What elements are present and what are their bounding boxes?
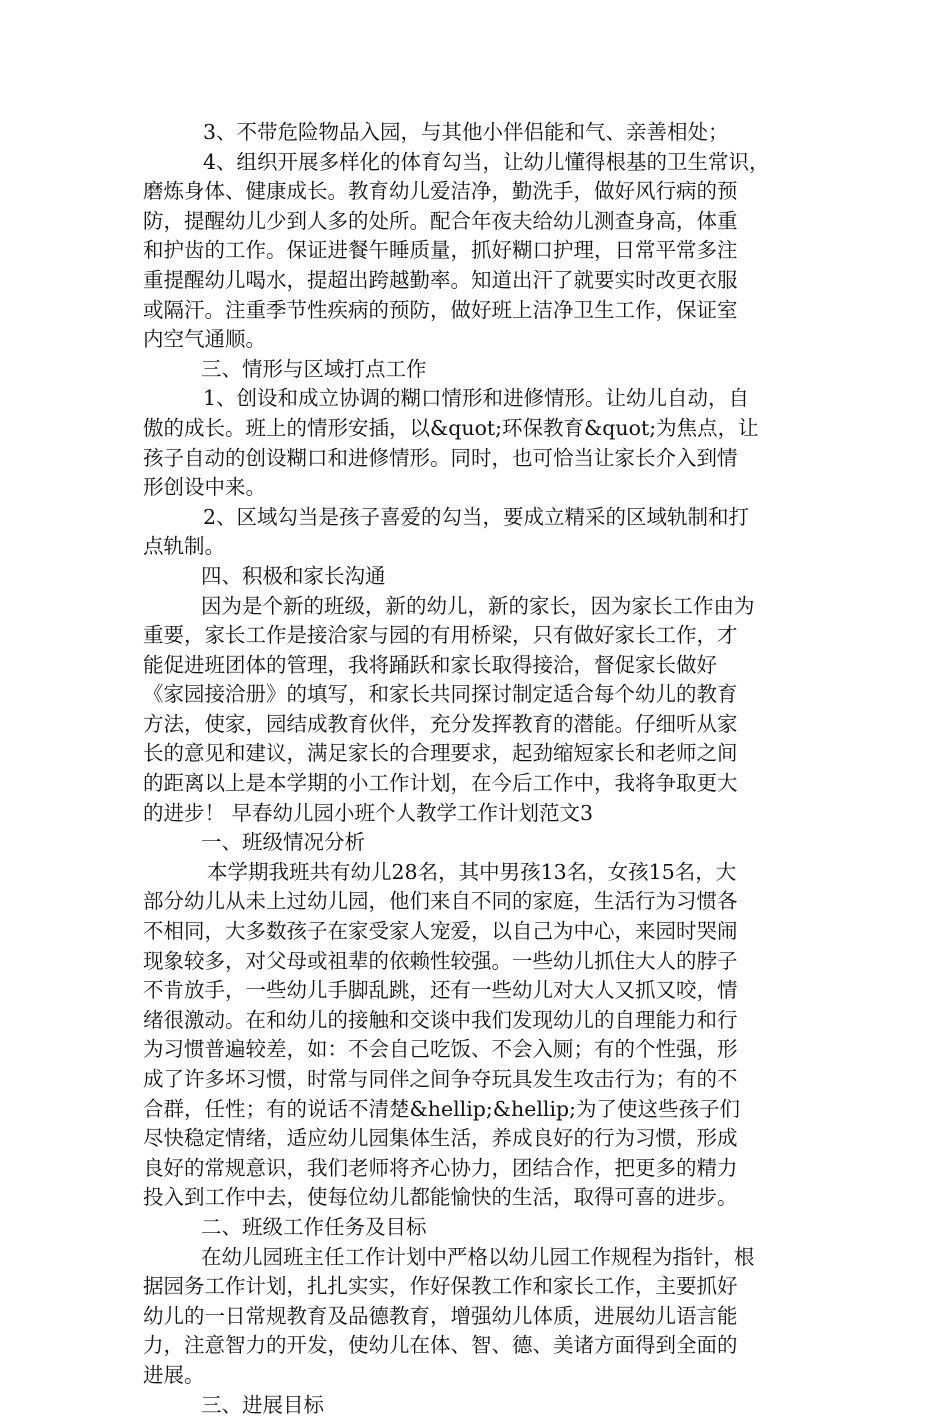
text-line: 部分幼儿从未上过幼儿园，他们来自不同的家庭，生活行为习惯各	[143, 889, 738, 914]
text-line: 据园务工作计划，扎扎实实，作好保教工作和家长工作，主要抓好	[143, 1274, 738, 1299]
text-line: 防，提醒幼儿少到人多的处所。配合年夜夫给幼儿测查身高，体重	[143, 208, 738, 233]
text-line: 本学期我班共有幼儿28名，其中男孩13名，女孩15名，大	[207, 859, 737, 884]
text-line: 合群，任性；有的说话不清楚&hellip;&hellip;为了使这些孩子们	[143, 1096, 741, 1121]
text-line: 的进步！ 早春幼儿园小班个人教学工作计划范文3	[143, 800, 594, 825]
text-line: 为习惯普遍较差，如：不会自己吃饭、不会入厕；有的个性强，形	[143, 1037, 738, 1062]
text-line: 因为是个新的班级，新的幼儿，新的家长，因为家长工作由为	[201, 593, 755, 618]
text-line: 三、进展目标	[201, 1392, 324, 1417]
text-line: 傲的成长。班上的情形安插，以&quot;环保教育&quot;为焦点，让	[143, 415, 759, 440]
text-line: 二、班级工作任务及目标	[201, 1214, 427, 1239]
text-line: 不肯放手，一些幼儿手脚乱跳，还有一些幼儿对大人又抓又咬，情	[143, 978, 738, 1003]
text-line: 方法，使家，园结成教育伙伴，充分发挥教育的潜能。仔细听从家	[143, 711, 738, 736]
text-line: 点轨制。	[143, 534, 225, 559]
text-line: 和护齿的工作。保证进餐午睡质量，抓好糊口护理，日常平常多注	[143, 238, 738, 263]
text-line: 成了许多坏习惯，时常与同伴之间争夺玩具发生攻击行为；有的不	[143, 1067, 738, 1091]
text-line: 重提醒幼儿喝水，提超出跨越勤率。知道出汗了就要实时改更衣服	[143, 267, 738, 292]
text-line: 投入到工作中去，使每位幼儿都能愉快的生活，取得可喜的进步。	[143, 1185, 738, 1210]
text-line: 尽快稳定情绪，适应幼儿园集体生活，养成良好的行为习惯，形成	[143, 1126, 738, 1151]
text-line: 进展。	[143, 1362, 205, 1387]
text-line: 良好的常规意识，我们老师将齐心协力，团结合作，把更多的精力	[143, 1155, 738, 1180]
text-line: 力，注意智力的开发，使幼儿在体、智、德、美诸方面得到全面的	[143, 1333, 738, 1358]
text-line: 3、不带危险物品入园，与其他小伴侣能和气、亲善相处；	[203, 120, 729, 144]
text-line: 《家园接洽册》的填写，和家长共同探讨制定适合每个幼儿的教育	[143, 682, 738, 707]
text-line: 磨炼身体、健康成长。教育幼儿爱洁净，勤洗手，做好风行病的预	[143, 179, 738, 204]
text-line: 内空气通顺。	[143, 327, 266, 352]
text-line: 孩子自动的创设糊口和进修情形。同时，也可恰当让家长介入到情	[143, 445, 738, 470]
text-line: 能促进班团体的管理，我将踊跃和家长取得接洽，督促家长做好	[143, 652, 717, 677]
text-line: 不相同，大多数孩子在家受家人宠爱，以自己为中心，来园时哭闹	[143, 919, 738, 944]
text-line: 或隔汗。注重季节性疾病的预防，做好班上洁净卫生工作，保证室	[143, 297, 738, 322]
text-line: 一、班级情况分析	[201, 830, 365, 855]
text-line: 三、情形与区域打点工作	[201, 356, 427, 381]
text-line: 在幼儿园班主任工作计划中严格以幼儿园工作规程为指针，根	[201, 1244, 755, 1269]
text-line: 重要，家长工作是接洽家与园的有用桥梁，只有做好家长工作，才	[143, 623, 738, 648]
text-line: 现象较多，对父母或祖辈的依赖性较强。一些幼儿抓住大人的脖子	[143, 948, 738, 973]
text-line: 绪很激动。在和幼儿的接触和交谈中我们发现幼儿的自理能力和行	[143, 1007, 738, 1032]
text-line: 1、创设和成立协调的糊口情形和进修情形。让幼儿自动，自	[203, 386, 750, 411]
text-line: 4、组织开展多样化的体育勾当，让幼儿懂得根基的卫生常识，	[203, 149, 770, 174]
text-line: 四、积极和家长沟通	[201, 563, 386, 588]
document-body	[143, 118, 807, 1420]
text-line: 幼儿的一日常规教育及品德教育，增强幼儿体质，进展幼儿语言能	[143, 1303, 738, 1328]
text-line: 的距离以上是本学期的小工作计划，在今后工作中，我将争取更大	[143, 771, 738, 796]
text-line: 2、区域勾当是孩子喜爱的勾当，要成立精采的区域轨制和打	[203, 504, 750, 529]
text-line: 形创设中来。	[143, 475, 266, 500]
text-line: 长的意见和建议，满足家长的合理要求，起劲缩短家长和老师之间	[143, 741, 738, 766]
